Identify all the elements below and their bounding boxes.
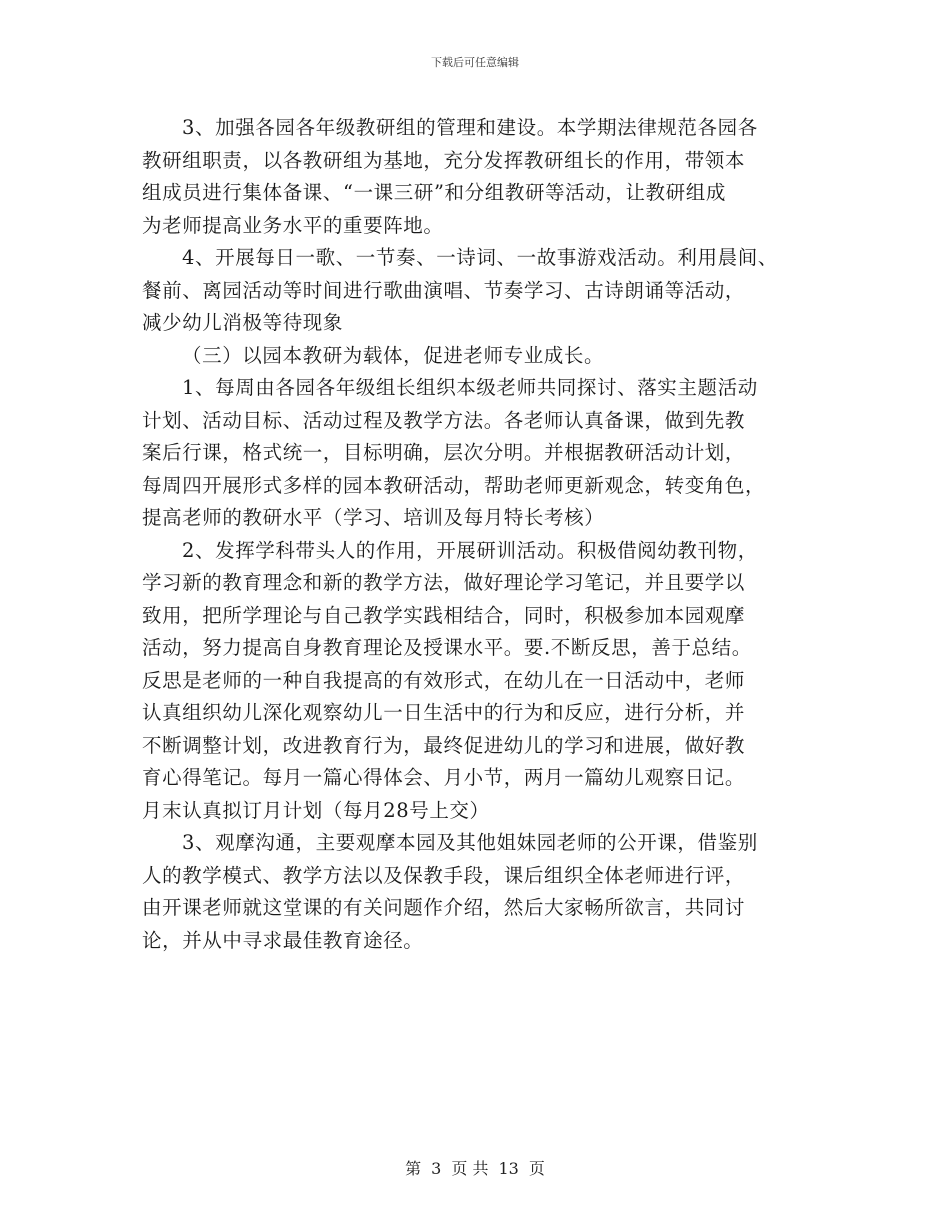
page-label-prefix: 第 bbox=[405, 1159, 422, 1178]
text-line: 人的教学模式、教学方法以及保教手段，课后组织全体老师进行评， bbox=[142, 863, 746, 887]
document-body bbox=[142, 112, 832, 957]
page-footer bbox=[0, 1156, 950, 1179]
text-line: 3、加强各园各年级教研组的管理和建设。本学期法律规范各园各 bbox=[182, 116, 758, 139]
text-line: 1、每周由各园各年级组长组织本级老师共同探讨、落实主题活动 bbox=[182, 376, 758, 399]
text-line: 为老师提高业务水平的重要阵地。 bbox=[142, 213, 444, 237]
text-line: 由开课老师就这堂课的有关问题作介绍，然后大家畅所欲言，共同讨 bbox=[142, 896, 746, 919]
text-line: 提高老师的教研水平（学习、培训及每月特长考核） bbox=[142, 506, 605, 529]
text-line: 3、观摩沟通，主要观摩本园及其他姐妹园老师的公开课，借鉴别 bbox=[182, 831, 758, 854]
page-header: 下载后可任意编辑 bbox=[431, 56, 519, 69]
text-line: 反思是老师的一种自我提高的有效形式，在幼儿在一日活动中，老师 bbox=[142, 668, 746, 692]
text-line: 计划、活动目标、活动过程及教学方法。各老师认真备课，做到先教 bbox=[142, 408, 746, 432]
text-line: 认真组织幼儿深化观察幼儿一日生活中的行为和反应，进行分析，并 bbox=[142, 701, 746, 724]
text-line: 学习新的教育理念和新的教学方法，做好理论学习笔记，并且要学以 bbox=[142, 571, 746, 594]
text-line: 2、发挥学科带头人的作用，开展研训活动。积极借阅幼教刊物， bbox=[182, 538, 758, 562]
text-line: 论，并从中寻求最佳教育途径。 bbox=[142, 928, 424, 952]
text-line: 组成员进行集体备课、“一课三研”和分组教研等活动，让教研组成 bbox=[142, 181, 726, 204]
text-line: 案后行课，格式统一，目标明确，层次分明。并根据教研活动计划， bbox=[142, 441, 746, 464]
text-line: 每周四开展形式多样的园本教研活动，帮助老师更新观念，转变角色， bbox=[142, 473, 766, 497]
text-line: 致用，把所学理论与自己教学实践相结合，同时，积极参加本园观摩 bbox=[142, 603, 746, 627]
text-line: 教研组职责，以各教研组为基地，充分发挥教研组长的作用，带领本 bbox=[142, 148, 746, 172]
text-line: 不断调整计划，改进教育行为，最终促进幼儿的学习和进展，做好教 bbox=[142, 733, 746, 757]
text-line: 月末认真拟订月计划（每月28号上交） bbox=[142, 798, 490, 822]
text-line: 4、开展每日一歌、一节奏、一诗词、一故事游戏活动。利用晨间、 bbox=[182, 246, 778, 269]
page-label-suffix: 页 bbox=[528, 1159, 545, 1178]
text-line: 活动，努力提高自身教育理论及授课水平。要.不断反思，善于总结。 bbox=[142, 636, 752, 659]
text-line: 餐前、离园活动等时间进行歌曲演唱、节奏学习、古诗朗诵等活动， bbox=[142, 278, 746, 302]
total-pages: 13 bbox=[498, 1159, 519, 1178]
text-line: 减少幼儿消极等待现象 bbox=[142, 311, 344, 334]
text-line: 育心得笔记。每月一篇心得体会、月小节，两月一篇幼儿观察日记。 bbox=[142, 766, 746, 789]
page-label-mid: 页 共 bbox=[451, 1159, 489, 1178]
page-number: 3 bbox=[431, 1159, 442, 1178]
section-heading: （三）以园本教研为载体，促进老师专业成长。 bbox=[182, 343, 605, 367]
